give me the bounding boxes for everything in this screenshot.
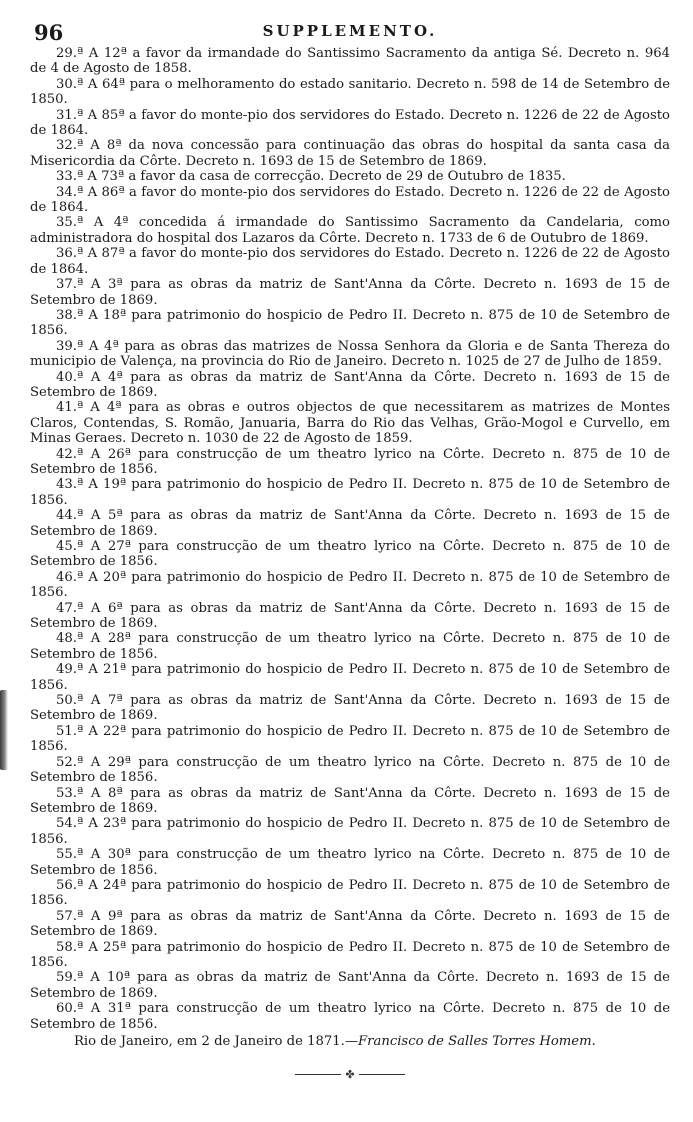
ornament-rule-left: [295, 1074, 341, 1075]
list-item: 46.ª A 20ª para patrimonio do hospicio de Pedro II. Decreto n. 875 de 10 de Setembro de 1856.: [30, 569, 670, 601]
running-title: SUPPLEMENTO.: [262, 22, 438, 40]
list-item: 47.ª A 6ª para as obras da matriz de Sant'Anna da Côrte. Decreto n. 1693 de 15 de Setembro de 1869.: [30, 600, 670, 632]
list-item: 48.ª A 28ª para construcção de um theatro lyrico na Côrte. Decreto n. 875 de 10 de Setembro de 1856.: [30, 631, 670, 662]
list-item: 60.ª A 31ª para construcção de um theatro lyrico na Côrte. Decreto n. 875 de 10 de Setembro de 1856.: [30, 1001, 670, 1032]
list-item: 30.ª A 64ª para o melhoramento do estado sanitario. Decreto n. 598 de 14 de Setembro de 1850.: [30, 76, 670, 108]
list-item: 36.ª A 87ª a favor do monte-pio dos servidores do Estado. Decreto n. 1226 de 22 de Agosto de 1864.: [30, 246, 670, 277]
list-item: 35.ª A 4ª concedida á irmandade do Santissimo Sacramento da Candelaria, como administradora do hospital dos Lazaros da Côrte. Decreto n. 1733 de 6 de Outubro de 1869.: [30, 215, 670, 246]
list-item: 29.ª A 12ª a favor da irmandade do Santissimo Sacramento da antiga Sé. Decreto n. 964 de 4 de Agosto de 1858.: [30, 46, 670, 77]
list-item: 34.ª A 86ª a favor do monte-pio dos servidores do Estado. Decreto n. 1226 de 22 de Agosto de 1864.: [30, 184, 670, 216]
document-page: [30, 14, 670, 1081]
list-item: 57.ª A 9ª para as obras da matriz de Sant'Anna da Côrte. Decreto n. 1693 de 15 de Setembro de 1869.: [30, 908, 670, 940]
list-item: 41.ª A 4ª para as obras e outros objectos de que necessitarem as matrizes de Montes Claros, Contendas, S. Romão, Januaria, Barra do Rio das Velhas, Grão-Mogol e Curvello, em Minas Geraes. Decreto n. 1030 de 22 de Agosto de 1859.: [30, 400, 670, 447]
list-item: 40.ª A 4ª para as obras da matriz de Sant'Anna da Côrte. Decreto n. 1693 de 15 de Setembro de 1869.: [30, 369, 670, 400]
entry-list: [30, 46, 670, 1032]
ornament-rule-right: [359, 1074, 405, 1075]
list-item: 31.ª A 85ª a favor do monte-pio dos servidores do Estado. Decreto n. 1226 de 22 de Agosto de 1864.: [30, 107, 670, 139]
list-item: 38.ª A 18ª para patrimonio do hospicio de Pedro II. Decreto n. 875 de 10 de Setembro de 1856.: [30, 307, 670, 339]
list-item: 52.ª A 29ª para construcção de um theatro lyrico na Côrte. Decreto n. 875 de 10 de Setembro de 1856.: [30, 754, 670, 786]
closing-signature: Francisco de Salles Torres Homem.: [358, 1034, 596, 1049]
list-item: 39.ª A 4ª para as obras das matrizes de Nossa Senhora da Gloria e de Santa Thereza do municipio de Valença, na provincia do Rio de Janeiro. Decreto n. 1025 de 27 de Julho de 1859.: [30, 338, 670, 370]
closing-place-date: Rio de Janeiro, em 2 de Janeiro de 1871.—: [74, 1034, 359, 1049]
list-item: 45.ª A 27ª para construcção de um theatro lyrico na Côrte. Decreto n. 875 de 10 de Setembro de 1856.: [30, 539, 670, 570]
page-number: 96: [34, 20, 64, 45]
list-item: 49.ª A 21ª para patrimonio do hospicio de Pedro II. Decreto n. 875 de 10 de Setembro de 1856.: [30, 662, 670, 693]
list-item: 32.ª A 8ª da nova concessão para continuação das obras do hospital da santa casa da Misericordia da Côrte. Decreto n. 1693 de 15 de Setembro de 1869.: [30, 138, 670, 169]
list-item: 58.ª A 25ª para patrimonio do hospicio de Pedro II. Decreto n. 875 de 10 de Setembro de 1856.: [30, 939, 670, 970]
list-item: 56.ª A 24ª para patrimonio do hospicio de Pedro II. Decreto n. 875 de 10 de Setembro de 1856.: [30, 877, 670, 909]
list-item: 53.ª A 8ª para as obras da matriz de Sant'Anna da Côrte. Decreto n. 1693 de 15 de Setembro de 1869.: [30, 785, 670, 816]
list-item: 55.ª A 30ª para construcção de um theatro lyrico na Côrte. Decreto n. 875 de 10 de Setembro de 1856.: [30, 847, 670, 878]
list-item: 51.ª A 22ª para patrimonio do hospicio de Pedro II. Decreto n. 875 de 10 de Setembro de 1856.: [30, 723, 670, 755]
page-header: [30, 14, 670, 44]
closing-ornament: [30, 1067, 670, 1081]
list-item: 42.ª A 26ª para construcção de um theatro lyrico na Côrte. Decreto n. 875 de 10 de Setembro de 1856.: [30, 446, 670, 477]
list-item: 54.ª A 23ª para patrimonio do hospicio de Pedro II. Decreto n. 875 de 10 de Setembro de 1856.: [30, 816, 670, 847]
list-item: 33.ª A 73ª a favor da casa de correcção. Decreto de 29 de Outubro de 1835.: [56, 169, 566, 185]
list-item: 44.ª A 5ª para as obras da matriz de Sant'Anna da Côrte. Decreto n. 1693 de 15 de Setembro de 1869.: [30, 508, 670, 539]
list-item: 59.ª A 10ª para as obras da matriz de Sant'Anna da Côrte. Decreto n. 1693 de 15 de Setembro de 1869.: [30, 970, 670, 1001]
list-item: 43.ª A 19ª para patrimonio do hospicio de Pedro II. Decreto n. 875 de 10 de Setembro de 1856.: [30, 477, 670, 508]
closing-line: [30, 1034, 670, 1049]
list-item: 50.ª A 7ª para as obras da matriz de Sant'Anna da Côrte. Decreto n. 1693 de 15 de Setembro de 1869.: [30, 693, 670, 724]
list-item: 37.ª A 3ª para as obras da matriz de Sant'Anna da Côrte. Decreto n. 1693 de 15 de Setembro de 1869.: [30, 277, 670, 308]
ornament-flourish-icon: ✤: [345, 1067, 355, 1081]
binding-edge-mark: [0, 690, 8, 770]
